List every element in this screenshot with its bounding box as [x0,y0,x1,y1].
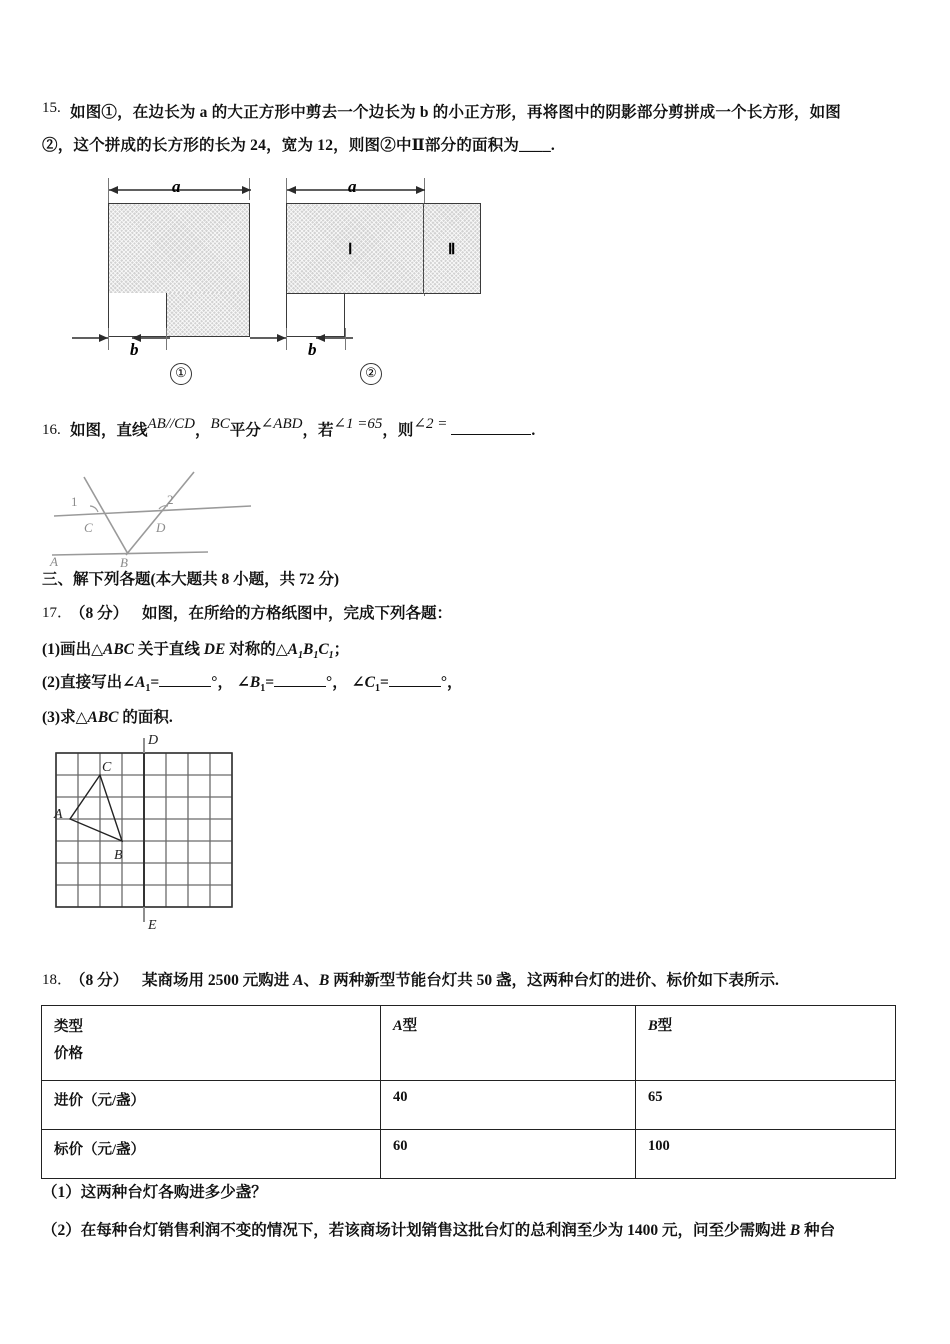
svg-text:2: 2 [167,492,174,507]
q17-p2-deg1: ° [211,674,218,691]
q17-p1-end: ； [333,641,350,658]
q16-angle-2: ∠2 = [413,416,448,432]
fig1-square-top [108,203,250,294]
fig2-caption-2: ② [360,363,382,385]
fig2-label-a: a [348,177,357,196]
fig1-label-a: a [172,177,181,196]
fig3-label-E: E [148,918,157,933]
fig2-label-region-II: Ⅱ [448,242,456,258]
fig2-b-tick-left [286,328,287,350]
q17-p1-a: A [287,641,298,658]
row-label-purchase-price: 进价（元/盏） [42,1081,381,1130]
q17-p2-a-sub: 1 [145,683,151,695]
q17-p2-eq3: = [379,674,389,691]
price-table [41,1005,896,1179]
question-15-number: 15. [42,100,61,116]
q17-p2-deg3: ° [440,674,448,691]
svg-text:A: A [50,554,58,567]
q16-answer-blank[interactable] [451,422,531,435]
question-17-part-3 [42,705,173,727]
figure-3-grid-triangle [44,726,274,956]
fig3-label-C: C [102,760,112,775]
q17-p2-b: B [249,674,261,691]
q16-angle-abd: ∠ABD [260,416,303,432]
question-17-part-1 [42,637,349,661]
section-heading: 三、解下列各题(本大题共 8 小题，共 72 分) [42,571,340,588]
q17-blank-c1[interactable] [389,673,441,687]
question-17-stem: 如图，在所给的方格纸图中，完成下列各题： [142,605,453,622]
corner-line-2: 价格 [54,1045,83,1062]
fig3-svg [44,726,274,956]
question-18-sub-2 [42,1218,835,1240]
q17-p2-b-sub: 1 [260,683,266,695]
svg-text:D: D [156,520,166,535]
q17-p1-mid: 关于直线 [134,641,204,658]
table-header-row [42,1006,896,1081]
q18-sub2-post: 种台 [800,1222,836,1239]
fig1-label-b: b [130,340,139,359]
fig2-region-I-rect [286,203,424,294]
table-row [42,1130,896,1179]
fig1-dim-b-arrow [70,331,180,345]
fig2-label-region-I: Ⅰ [348,242,353,258]
table-row [42,1081,896,1130]
q16-prefix: 如图，直线 [70,422,148,439]
question-18-score: （8 分） [70,972,129,989]
q16-comma2: ，若 [302,422,334,439]
cell-purchase-price-a: 40 [381,1081,636,1130]
question-17-part-2: (2)直接写出$\angle A_1=$ °， $\angle B_1=$ °， $\angle C_1=$ °， [42,674,463,695]
q17-p2-eq1: = [150,674,160,691]
header-a-italic: A [393,1018,403,1034]
question-16-text [70,418,535,440]
q17-p1-b: B [302,641,314,658]
q18-stem-mid1: 、 [303,972,319,989]
q17-p1-a1b1c1: $A_1B_1C_1$ [287,641,334,662]
header-b-text: 型 [657,1018,673,1034]
q17-p2-tail: ， [447,674,463,691]
question-17-score: （8 分） [70,605,129,622]
fig2-svg [46,462,306,567]
table-corner-cell [42,1006,381,1081]
q17-p2-c1: ， [217,674,233,691]
fig1-b-tick-right [166,328,167,350]
fig2-divider-dashed [423,203,424,294]
q17-p1-de: DE [203,641,226,658]
q18-stem-b: B [319,972,330,989]
q18-sub2-pre: （2）在每种台灯销售利润不变的情况下，若该商场计划销售这批台灯的总利润至少为 1400 元，问至少需购进 [42,1222,790,1239]
q17-p2-c-sub: 1 [374,683,380,695]
q17-p1-abc: ABC [103,641,135,658]
fig2-b-tick-right [345,328,346,350]
fig2-label-b: b [308,340,317,359]
table-header-type-b [636,1006,896,1081]
fig1-caption-1: ① [170,363,192,385]
q18-stem-pre: 某商场用 2500 元购进 [142,972,294,989]
q17-p1-pre: (1)画出△ [42,641,103,658]
q17-blank-a1[interactable] [159,673,211,687]
q17-p1-c: C [318,641,329,658]
q17-p3-pre: (3)求△ [42,709,88,726]
fig3-label-D: D [148,733,159,748]
question-15-line-2: ②，这个拼成的长方形的长为 24，宽为 12，则图②中Ⅱ部分的面积为____. [42,137,555,154]
fig1-b-tick-left [108,328,109,350]
fig3-label-B: B [114,848,123,863]
fig3-label-A: A [54,807,63,822]
q16-parallel: AB//CD [147,416,196,432]
question-15-line-1: 如图①，在边长为 a 的大正方形中剪去一个边长为 b 的小正方形，再将图中的阴影部分剪拼成一个长方形，如图 [70,104,841,121]
question-16-number: 16. [42,422,61,438]
q16-bisect: 平分 [229,422,261,439]
cell-marked-price-a: 60 [381,1130,636,1179]
cell-purchase-price-b: 65 [636,1081,896,1130]
figure-2-parallel-lines [46,462,306,567]
q16-period: . [531,422,536,439]
question-18-sub-1: （1）这两种台灯各购进多少盏？ [42,1184,267,1201]
q17-p1-post: 对称的△ [225,641,288,658]
figure-1-cut-squares [60,168,500,393]
question-18-stem [142,968,779,990]
q18-stem-a: A [293,972,304,989]
header-a-text: 型 [402,1018,418,1034]
q17-p3-abc: ABC [87,709,119,726]
q17-p2-deg2: ° [326,674,333,691]
q17-p2-pre: (2)直接写出∠ [42,674,136,691]
q18-stem-mid2: 两种新型节能台灯共 50 盏，这两种台灯的进价、标价如下表所示. [329,972,779,989]
q17-blank-b1[interactable] [274,673,326,687]
table-header-type-a [381,1006,636,1081]
question-18-number: 18． [42,972,73,988]
q16-angle-1-value: ∠1 =65 [333,416,383,432]
q17-p3-post: 的面积. [118,709,173,726]
svg-text:1: 1 [71,494,78,509]
row-label-marked-price: 标价（元/盏） [42,1130,381,1179]
question-17-number: 17． [42,605,73,621]
header-b-italic: B [648,1018,658,1034]
q18-sub2-b: B [789,1222,801,1239]
svg-text:C: C [84,520,93,535]
q17-p2-c2: ， [332,674,348,691]
q16-comma1: ， [195,422,211,439]
q17-p2-a: A [135,674,146,691]
svg-text:B: B [120,555,128,567]
q16-comma3: ，则 [382,422,414,439]
corner-line-1: 类型 [54,1019,83,1035]
cell-marked-price-b: 100 [636,1130,896,1179]
q17-p2-c: C [364,674,375,691]
q16-segment-bc: BC [210,416,230,432]
q17-p2-eq2: = [265,674,275,691]
